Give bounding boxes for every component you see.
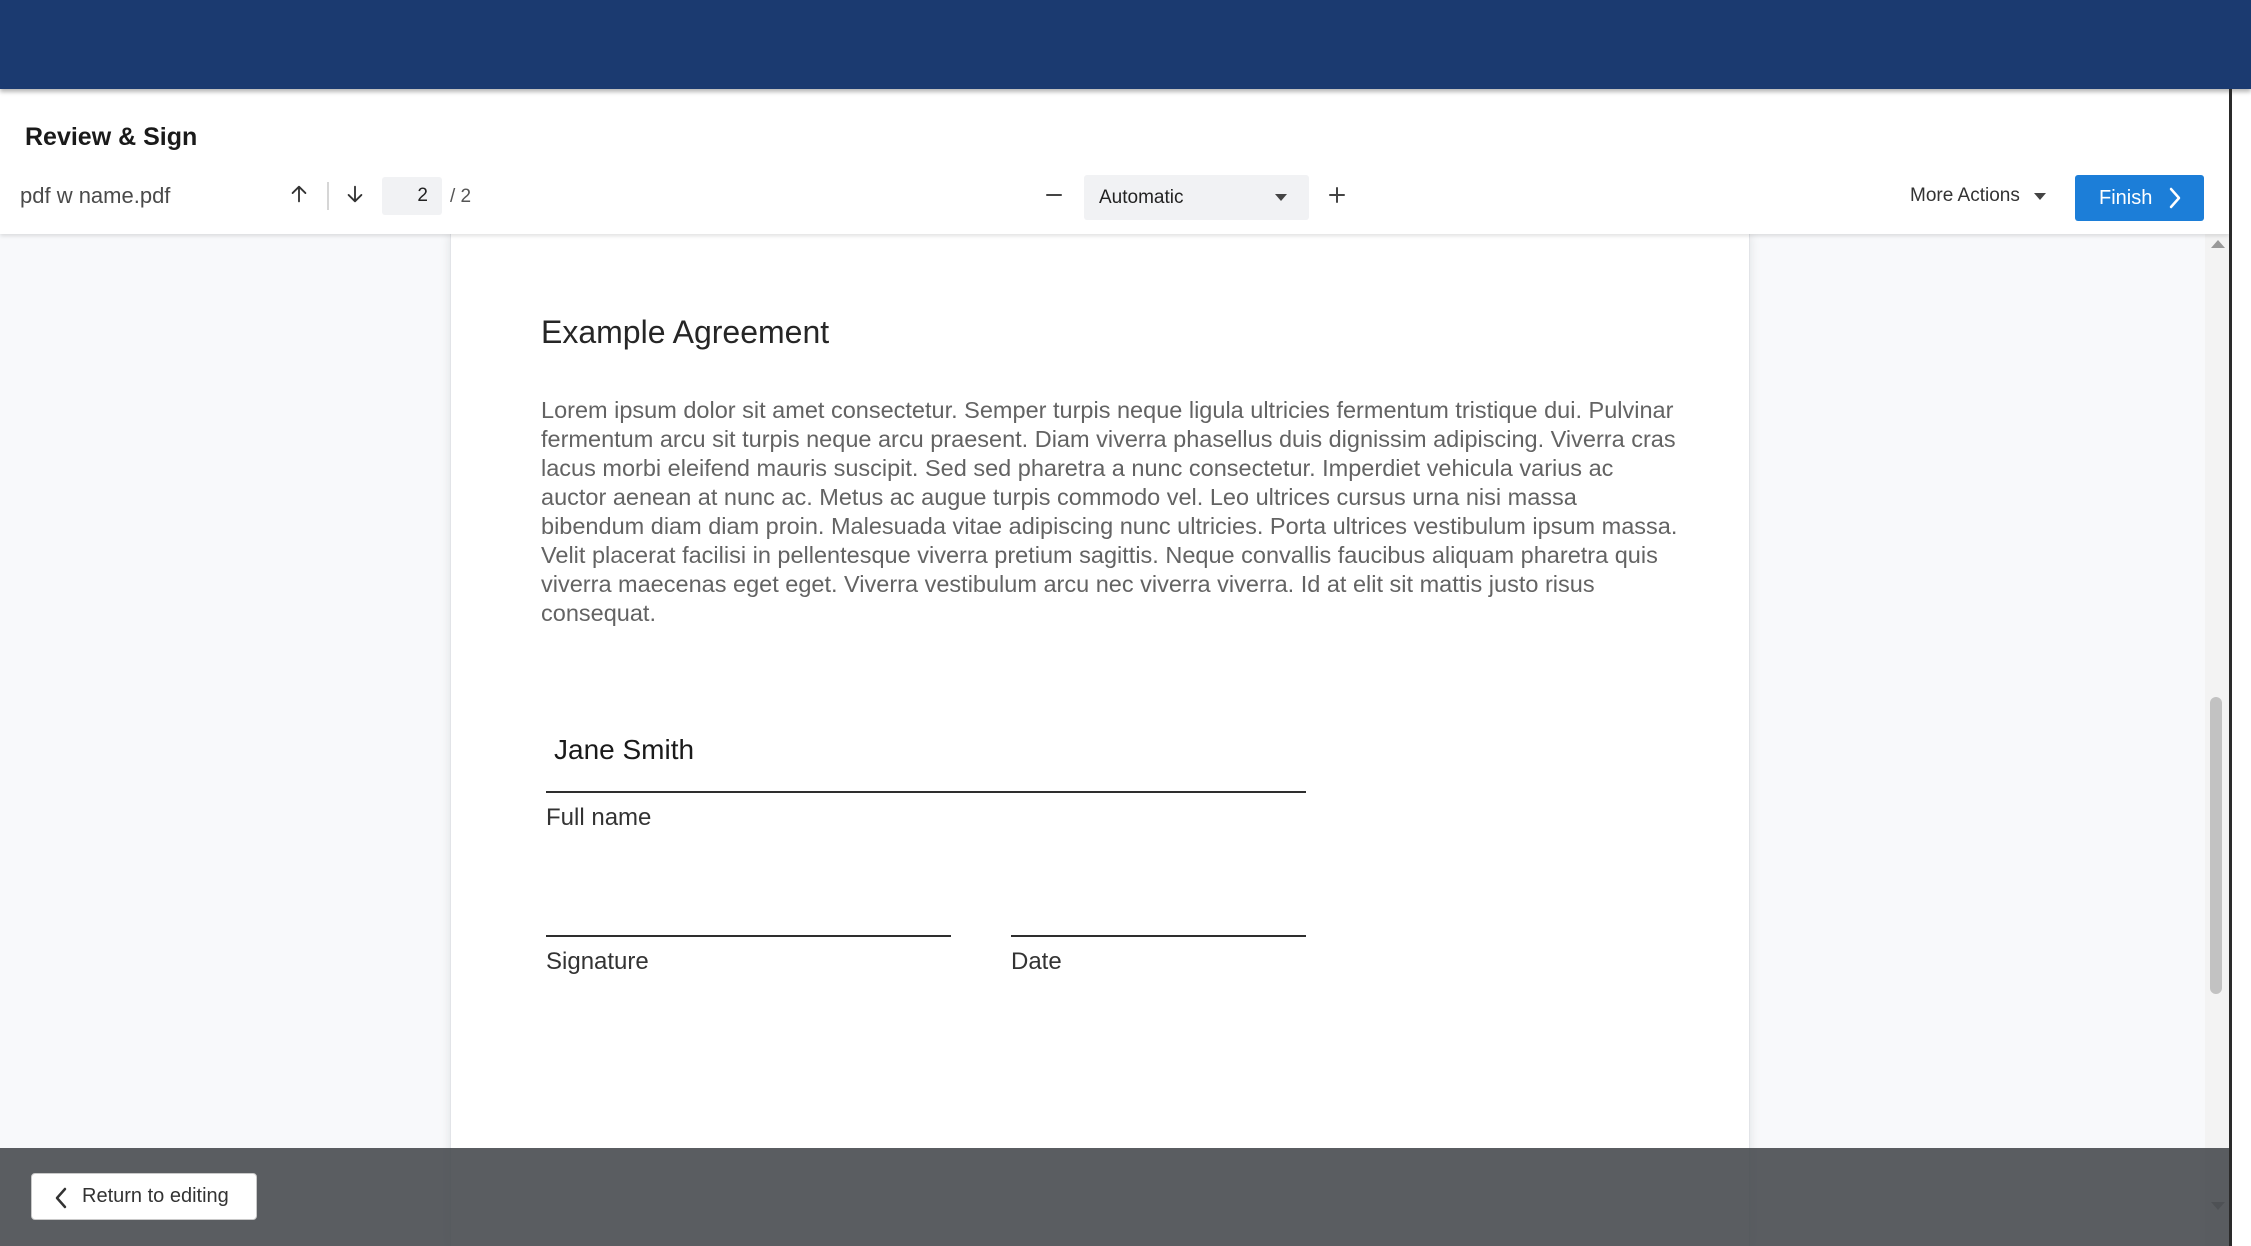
page-title: Review & Sign xyxy=(25,123,198,151)
return-to-editing-button[interactable] xyxy=(31,1173,257,1220)
full-name-line xyxy=(546,791,1306,793)
arrow-up-icon xyxy=(288,183,310,205)
more-actions-label: More Actions xyxy=(1910,185,2020,206)
plus-icon xyxy=(1327,185,1347,205)
date-label: Date xyxy=(1011,948,1062,975)
vertical-scrollbar[interactable] xyxy=(2205,234,2229,1246)
arrow-down-icon xyxy=(344,183,366,205)
zoom-select[interactable] xyxy=(1084,175,1309,220)
caret-down-icon xyxy=(1275,194,1287,201)
next-page-button[interactable] xyxy=(338,177,372,211)
signature-line[interactable] xyxy=(546,935,951,937)
caret-down-icon xyxy=(2034,193,2046,200)
document-heading: Example Agreement xyxy=(541,314,830,350)
scroll-up-arrow-icon[interactable] xyxy=(2211,240,2225,248)
zoom-select-value: Automatic xyxy=(1099,187,1184,208)
zoom-in-button[interactable] xyxy=(1319,177,1355,213)
return-label: Return to editing xyxy=(82,1185,229,1207)
date-line[interactable] xyxy=(1011,935,1306,937)
window-edge xyxy=(2229,89,2232,1246)
top-banner xyxy=(0,0,2251,89)
signature-label: Signature xyxy=(546,948,649,975)
page-number-input[interactable] xyxy=(382,177,442,215)
page-total: / 2 xyxy=(450,186,472,207)
full-name-value[interactable]: Jane Smith xyxy=(554,734,695,765)
bottom-action-bar xyxy=(0,1148,2229,1246)
more-actions-button[interactable] xyxy=(1910,185,2046,207)
document-viewer xyxy=(0,234,2229,1246)
minus-icon xyxy=(1044,185,1064,205)
viewer-header xyxy=(0,89,2229,234)
full-name-label: Full name xyxy=(546,804,652,831)
chevron-right-icon xyxy=(2168,187,2182,209)
chevron-left-icon xyxy=(54,1187,68,1209)
file-name: pdf w name.pdf xyxy=(20,183,171,208)
pdf-page xyxy=(450,234,1750,1246)
zoom-out-button[interactable] xyxy=(1036,177,1072,213)
previous-page-button[interactable] xyxy=(282,177,316,211)
document-body: Lorem ipsum dolor sit amet consectetur. Semper turpis neque ligula ultricies fermentum tristique dui. Pulvinar fermentum arcu sit turpis neque arcu praesent. Diam viverra phasellus duis dignissim adipiscing. Viverra cras lacus morbi eleifend mauris suscipit. Sed sed pharetra a nunc consectetur. Imperdiet vehicula varius ac auctor aenean at nunc ac. Metus ac augue turpis commodo vel. Leo ultrices cursus urna nisi massa bibendum diam diam proin. Malesuada vitae adipiscing nunc ultricies. Porta ultrices vestibulum ipsum massa. Velit placerat facilisi in pellentesque viverra pretium sagittis. Neque convallis faucibus aliquam pharetra quis viverra maecenas eget eget. Viverra vestibulum arcu nec viverra viverra. Id at elit sit mattis justo risus consequat. xyxy=(541,397,1678,626)
scrollbar-thumb[interactable] xyxy=(2210,697,2222,994)
nav-divider xyxy=(327,182,329,210)
finish-label: Finish xyxy=(2099,186,2153,209)
finish-button[interactable] xyxy=(2075,175,2204,221)
